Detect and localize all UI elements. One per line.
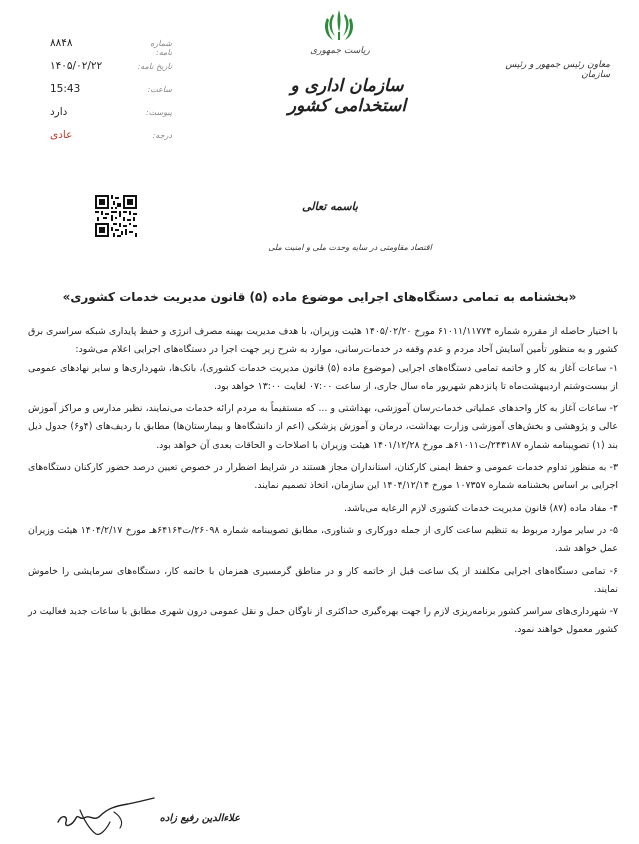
meta-row-priority — [50, 126, 170, 149]
intro-paragraph: با اختیار حاصله از مقرره شماره ۶۱۰۱۱/۱۱۷۷۴ مورخ ۱۴۰۵/۰۲/۲۰ هئیت وزیران، با هدف مدیریت بهینه مصرف انرژی و حفظ پایداری شبکه سراسری برق کشور و به منظور تأمین آسایش آحاد مردم و عدم وقفه در خدمات‌رسانی، موارد به شرح زیر جهت اجرا در دستگاه‌های اجرایی اعلام می‌شود: — [28, 326, 619, 356]
clause-4: ۴- مفاد ماده (۸۷) قانون مدیریت خدمات کشوری لازم الرعایه می‌باشد. — [343, 502, 618, 514]
letter-metadata — [50, 34, 170, 149]
meta-row-date — [50, 57, 170, 80]
letter-time-label: ساعت: — [147, 85, 172, 94]
organization-name: سازمان اداری و استخدامی کشور — [287, 76, 407, 116]
letter-priority-value: عادی — [50, 129, 73, 141]
presidency-label: ریاست جمهوری — [310, 46, 370, 56]
iran-emblem-icon — [322, 6, 356, 46]
letter-number-value: ۸۸۴۸ — [50, 37, 73, 49]
annual-motto: اقتصاد مقاومتی در سایه وحدت ملی و امنیت ملی — [268, 243, 432, 252]
signatory-name: علاءالدین رفیع زاده — [159, 813, 240, 824]
letter-attachment-value: دارد — [50, 106, 68, 118]
letter-date-label: تاریخ نامه: — [137, 62, 172, 71]
clause-6: ۶- تمامی دستگاه‌های اجرایی مکلفند از یک ساعت قبل از خاتمه کار و در مناطق گرمسیری همزمان با خاتمه کار، دستگاه‌های سرمایشی را خاموش نمایند. — [28, 565, 618, 595]
letter-time-value: 15:43 — [50, 83, 81, 95]
circular-title: «بخشنامه به تمامی دستگاه‌های اجرایی موضوع ماده (۵) قانون مدیریت خدمات کشوری» — [62, 290, 577, 304]
meta-row-attachment — [50, 103, 170, 126]
letter-number-label: شماره نامه: — [150, 39, 172, 57]
deputy-title: معاون رئیس جمهور و رئیس سازمان — [505, 60, 610, 80]
clause-7: ۷- شهرداری‌های سراسر کشور برنامه‌ریزی لازم را جهت بهره‌گیری حداکثری از ناوگان حمل و نقل عمومی درون شهری مطابق با ساعات جدید فعالیت در کشور معمول خواهند نمود. — [28, 606, 618, 636]
basmala: باسمه تعالی — [302, 200, 358, 213]
clause-2: ۲- ساعات آغاز به کار واحدهای عملیاتی خدمات‌رسان آموزشی، بهداشتی و ... که مستقیماً به مردم ارائه خدمات می‌نمایند، نظیر مدارس و مراکز آموزش عالی و پژوهشی و بخش‌های آموزشی وزارت بهداشت، درمان و آموزش پزشکی (اعم از دانشگاه‌ها و بیمارستان‌ها) مطابق با ردیف‌های (۴و۶) جدول ذیل بند (۱) تصویبنامه شماره ۲۴۳۱۸۷/ت۶۱۰۱۱هـ مورخ ۱۴۰۱/۱۲/۲۸ هیئت وزیران با اصلاحات و الحاقات بعدی آن خواهد بود. — [28, 403, 618, 451]
clause-1: ۱- ساعات آغاز به کار و خاتمه تمامی دستگاه‌های اجرایی (موضوع ماده (۵) قانون مدیریت خدمات کشوری)، بانک‌ها، شهرداری‌ها و سایر نهادهای عمومی از بیست‌وشتم اردیبهشت‌ماه تا پانزدهم شهریور ماه سال جاری، از ساعت ۰۷:۰۰ لغایت ۱۳:۰۰ خواهد بود. — [28, 362, 619, 392]
meta-row-number — [50, 34, 170, 57]
clause-3: ۳- به منظور تداوم خدمات عمومی و حفظ ایمنی کارکنان، استانداران مجاز هستند در شرایط اضطرار در خصوص تعیین درصد حضور کارکنان دستگاه‌های اجرایی بر اساس بخشنامه شماره ۱۰۷۳۵۷ مورخ ۱۴۰۴/۱۲/۱۴ این سازمان، اتخاذ تصمیم نمایند. — [28, 462, 618, 492]
letter-attachment-label: پیوست: — [145, 108, 172, 117]
letter-priority-label: درجه: — [152, 131, 172, 140]
qr-code-icon — [95, 195, 137, 237]
letter-date-value: ۱۴۰۵/۰۲/۲۲ — [50, 60, 103, 72]
meta-row-time — [50, 80, 170, 103]
clause-5: ۵- در سایر موارد مربوط به تنظیم ساعت کاری از جمله دورکاری و شناوری، مطابق تصویبنامه شماره ۲۶۰۹۸/ت۶۴۱۶۴هـ مورخ ۱۴۰۴/۲/۱۷ هیئت وزیران عمل خواهد شد. — [28, 524, 618, 555]
letter-body — [28, 323, 618, 640]
